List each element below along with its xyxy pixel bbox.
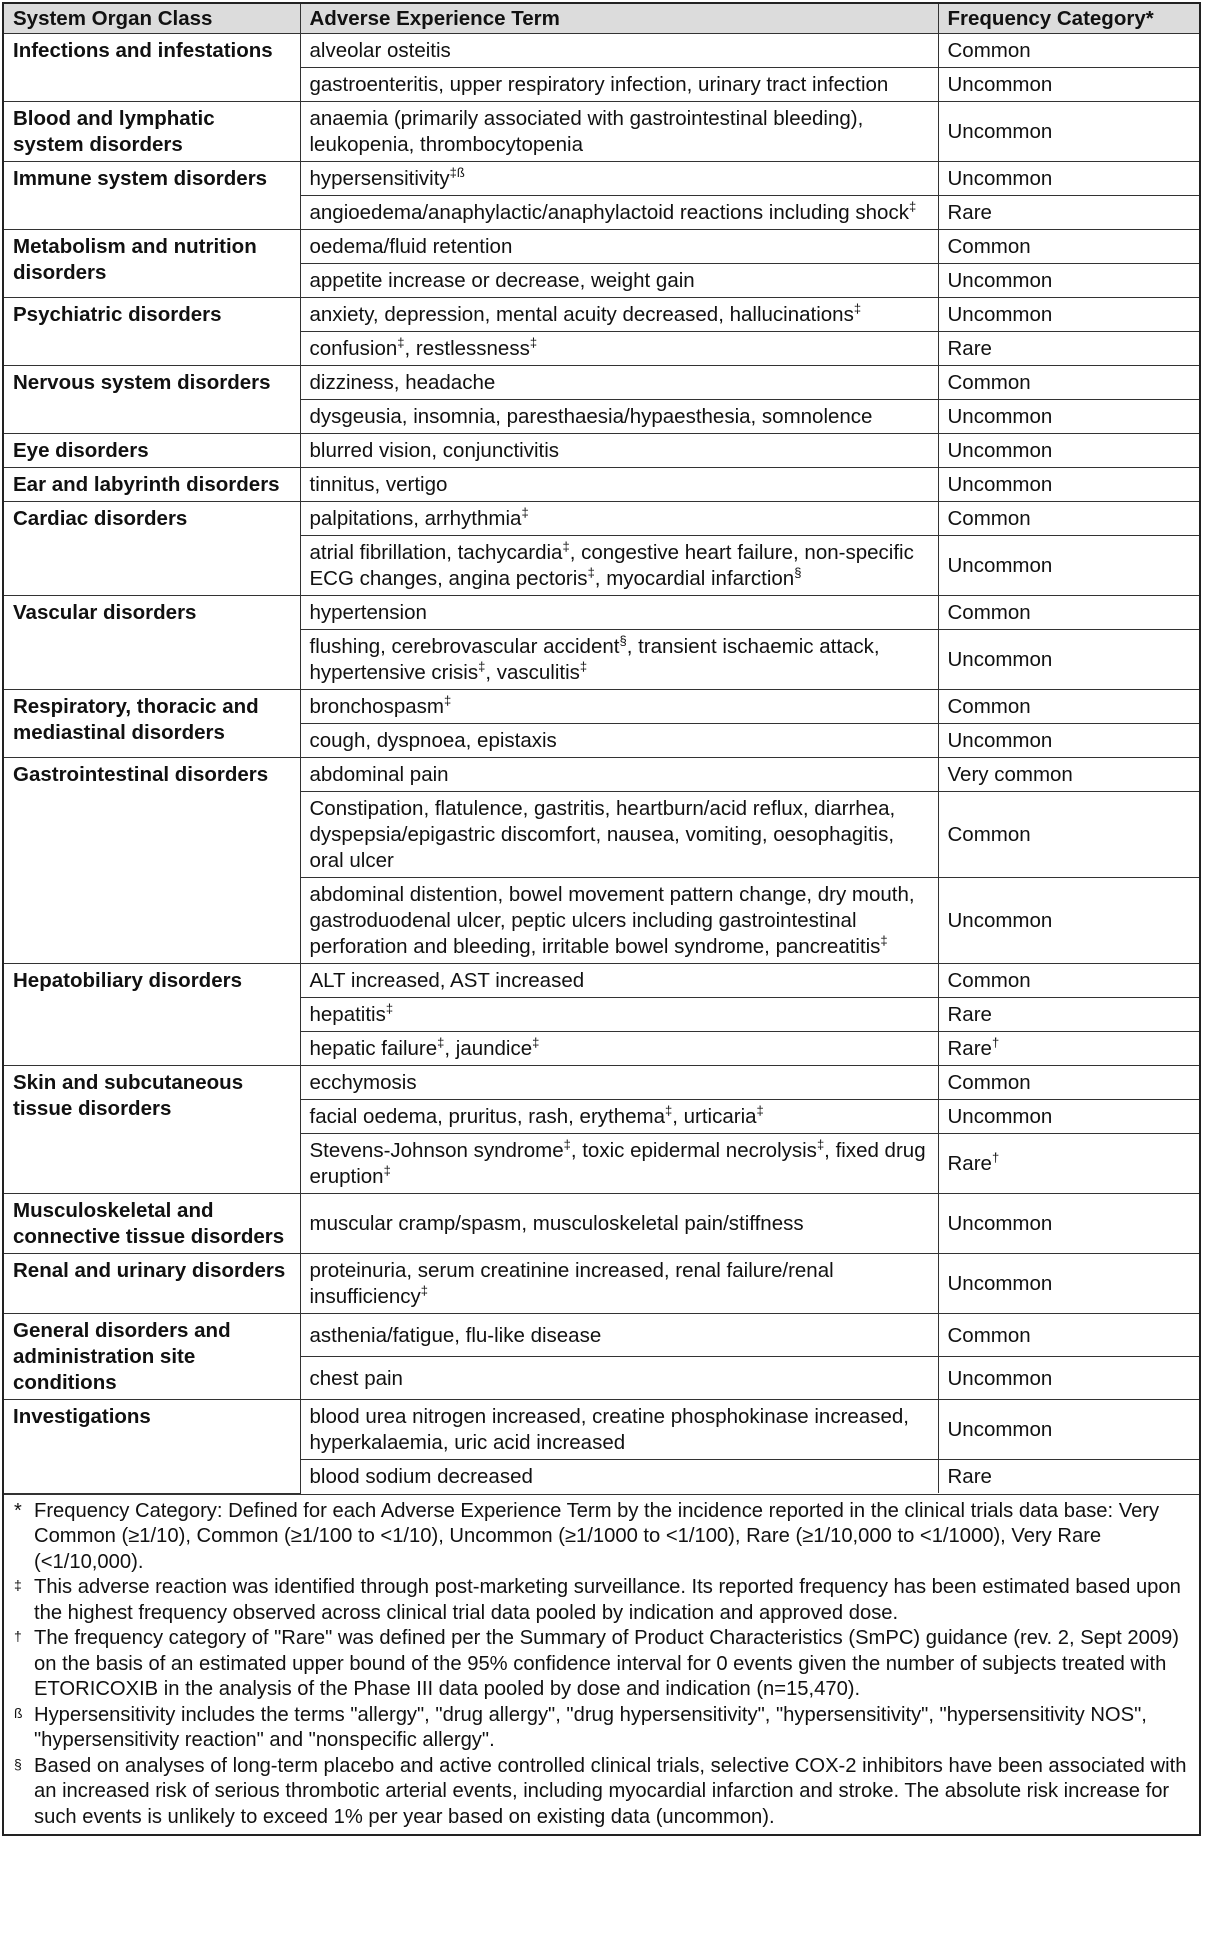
system-organ-class-cell: Cardiac disorders: [4, 502, 300, 596]
footnote-marker: ‡: [383, 1163, 391, 1179]
footnote-marker: ‡: [532, 1035, 540, 1051]
table-row: [4, 102, 1199, 162]
adverse-term-cell: proteinuria, serum creatinine increased, renal failure/renal insufficiency‡: [300, 1254, 938, 1314]
footnote-marker: ‡: [397, 335, 405, 351]
footnote-symbol: *: [14, 1499, 22, 1522]
footnote-marker: ‡: [579, 659, 588, 675]
system-organ-class-cell: Renal and urinary disorders: [4, 1254, 300, 1314]
adverse-term-cell: tinnitus, vertigo: [300, 468, 938, 502]
table-row: [4, 230, 1199, 264]
frequency-cell: Uncommon: [938, 724, 1199, 758]
adverse-term-cell: asthenia/fatigue, flu-like disease: [300, 1314, 938, 1357]
adverse-term-cell: abdominal distention, bowel movement pattern change, dry mouth, gastroduodenal ulcer, peptic ulcers including gastrointestinal perforation and bleeding, irritable bowel syndrome, pancreatitis‡: [300, 878, 938, 964]
system-organ-class-cell: General disorders and administration site conditions: [4, 1314, 300, 1400]
frequency-cell: Common: [938, 964, 1199, 998]
adverse-term-cell: chest pain: [300, 1357, 938, 1400]
footnote-marker: ‡: [816, 1137, 825, 1153]
system-organ-class-cell: Investigations: [4, 1400, 300, 1494]
adverse-term-cell: oedema/fluid retention: [300, 230, 938, 264]
footnotes: [4, 1494, 1199, 1835]
footnote-marker: ‡: [665, 1103, 673, 1119]
footnote-marker: ‡: [437, 1035, 445, 1051]
system-organ-class-cell: Blood and lymphatic system disorders: [4, 102, 300, 162]
adverse-reactions-document: [2, 2, 1201, 1836]
footnote-marker: †: [991, 1150, 1000, 1166]
adverse-term-cell: ALT increased, AST increased: [300, 964, 938, 998]
adverse-term-cell: hypersensitivity$^{\ddagger ß}$: [300, 162, 938, 196]
system-organ-class-cell: Eye disorders: [4, 434, 300, 468]
frequency-cell: Rare: [938, 1460, 1199, 1494]
footnote-text: This adverse reaction was identified through post-marketing surveillance. Its reported frequency has been estimated based upon the highest frequency observed across clinical trial data pooled by indication and approved dose.: [34, 1576, 1181, 1624]
footnote-marker: §: [619, 633, 627, 649]
adverse-term-cell: ecchymosis: [300, 1066, 938, 1100]
frequency-cell: Uncommon: [938, 536, 1199, 596]
table-row: [4, 596, 1199, 630]
footnote: [12, 1575, 1191, 1626]
adverse-term-cell: angioedema/anaphylactic/anaphylactoid reactions including shock‡: [300, 196, 938, 230]
table-row: [4, 758, 1199, 792]
table-row: [4, 690, 1199, 724]
header-row: [4, 4, 1199, 34]
adverse-term-cell: palpitations, arrhythmia‡: [300, 502, 938, 536]
adverse-term-cell: alveolar osteitis: [300, 34, 938, 68]
footnote-marker: ‡: [563, 1137, 571, 1153]
footnote-text: Based on analyses of long-term placebo and active controlled clinical trials, selective COX-2 inhibitors have been associated with an increased risk of serious thrombotic arterial events, including myocardial infarction and stroke. The absolute risk increase for such events is unlikely to exceed 1% per year based on existing data (uncommon).: [34, 1754, 1187, 1828]
footnote: [12, 1754, 1191, 1831]
footnote-marker: ‡: [562, 539, 570, 555]
system-organ-class-cell: Respiratory, thoracic and mediastinal disorders: [4, 690, 300, 758]
adverse-term-cell: Stevens-Johnson syndrome‡, toxic epidermal necrolysis‡, fixed drug eruption‡: [300, 1134, 938, 1194]
table-row: [4, 1254, 1199, 1314]
table-row: [4, 1194, 1199, 1254]
footnote: [12, 1703, 1191, 1754]
system-organ-class-cell: Skin and subcutaneous tissue disorders: [4, 1066, 300, 1194]
frequency-cell: Uncommon: [938, 1254, 1199, 1314]
system-organ-class-cell: Immune system disorders: [4, 162, 300, 230]
footnote-marker: ‡ß: [449, 165, 465, 181]
frequency-cell: Uncommon: [938, 878, 1199, 964]
table-row: [4, 1314, 1199, 1357]
adverse-term-cell: flushing, cerebrovascular accident§, transient ischaemic attack, hypertensive crisis‡, vasculitis‡: [300, 630, 938, 690]
system-organ-class-cell: Metabolism and nutrition disorders: [4, 230, 300, 298]
footnote-symbol: ‡: [14, 1577, 22, 1593]
footnote-symbol: ß: [14, 1704, 23, 1721]
frequency-cell: Rare†: [938, 1134, 1199, 1194]
table-row: [4, 34, 1199, 68]
adverse-term-cell: hepatitis‡: [300, 998, 938, 1032]
frequency-cell: Uncommon: [938, 400, 1199, 434]
frequency-cell: Uncommon: [938, 264, 1199, 298]
adverse-term-cell: Constipation, flatulence, gastritis, heartburn/acid reflux, diarrhea, dyspepsia/epigastric discomfort, nausea, vomiting, oesophagitis, oral ulcer: [300, 792, 938, 878]
adverse-term-cell: blood sodium decreased: [300, 1460, 938, 1494]
frequency-cell: Uncommon: [938, 1400, 1199, 1460]
footnote-symbol: †: [14, 1628, 22, 1644]
footnote-marker: ‡: [521, 505, 529, 521]
table-row: [4, 162, 1199, 196]
table-row: [4, 298, 1199, 332]
footnote: [12, 1499, 1191, 1576]
frequency-cell: Common: [938, 1066, 1199, 1100]
frequency-cell: Very common: [938, 758, 1199, 792]
table-row: [4, 366, 1199, 400]
frequency-cell: Common: [938, 502, 1199, 536]
footnote-text: Frequency Category: Defined for each Adverse Experience Term by the incidence reported in the clinical trials data base: Very Common (≥1/10), Common (≥1/100 to <1/10), Uncommon (≥1/1000 to <1/100), Rare (≥1/10,000 to <1/1000), Very Rare (<1/10,000).: [34, 1499, 1160, 1573]
header-system-organ-class: System Organ Class: [4, 4, 300, 34]
adverse-term-cell: blood urea nitrogen increased, creatine phosphokinase increased, hyperkalaemia, uric acid increased: [300, 1400, 938, 1460]
adverse-reactions-table: [4, 4, 1199, 1494]
footnote-marker: ‡: [478, 659, 486, 675]
frequency-cell: Uncommon: [938, 630, 1199, 690]
adverse-term-cell: appetite increase or decrease, weight gain: [300, 264, 938, 298]
adverse-term-cell: muscular cramp/spasm, musculoskeletal pain/stiffness: [300, 1194, 938, 1254]
system-organ-class-cell: Psychiatric disorders: [4, 298, 300, 366]
frequency-cell: Common: [938, 366, 1199, 400]
adverse-term-cell: abdominal pain: [300, 758, 938, 792]
adverse-term-cell: dizziness, headache: [300, 366, 938, 400]
footnote-marker: ‡: [853, 301, 862, 317]
adverse-term-cell: bronchospasm‡: [300, 690, 938, 724]
footnote-marker: ‡: [756, 1103, 764, 1119]
footnote-marker: ‡: [385, 1001, 394, 1017]
adverse-term-cell: hypertension: [300, 596, 938, 630]
adverse-term-cell: blurred vision, conjunctivitis: [300, 434, 938, 468]
frequency-cell: Common: [938, 1314, 1199, 1357]
frequency-cell: Uncommon: [938, 68, 1199, 102]
frequency-cell: Rare: [938, 332, 1199, 366]
frequency-cell: Rare†: [938, 1032, 1199, 1066]
system-organ-class-cell: Gastrointestinal disorders: [4, 758, 300, 964]
frequency-cell: Common: [938, 34, 1199, 68]
frequency-cell: Common: [938, 792, 1199, 878]
header-adverse-experience-term: Adverse Experience Term: [300, 4, 938, 34]
adverse-term-cell: atrial fibrillation, tachycardia‡, congestive heart failure, non-specific ECG changes, angina pectoris‡, myocardial infarction§: [300, 536, 938, 596]
table-body: [4, 34, 1199, 1494]
footnote-text: Hypersensitivity includes the terms "allergy", "drug allergy", "drug hypersensitivity", "hypersensitivity", "hypersensitivity NOS", "hypersensitivity reaction" and "nonspecific allergy".: [34, 1703, 1147, 1751]
frequency-cell: Uncommon: [938, 162, 1199, 196]
footnote-marker: §: [794, 565, 802, 581]
system-organ-class-cell: Infections and infestations: [4, 34, 300, 102]
table-row: [4, 434, 1199, 468]
frequency-cell: Common: [938, 596, 1199, 630]
system-organ-class-cell: Hepatobiliary disorders: [4, 964, 300, 1066]
system-organ-class-cell: Ear and labyrinth disorders: [4, 468, 300, 502]
frequency-cell: Uncommon: [938, 1357, 1199, 1400]
frequency-cell: Rare: [938, 196, 1199, 230]
footnote-marker: ‡: [587, 565, 595, 581]
footnote-text: The frequency category of "Rare" was defined per the Summary of Product Characteristics (SmPC) guidance (rev. 2, Sept 2009) on the basis of an estimated upper bound of the 95% confidence interval for 0 events given the number of subjects treated with ETORICOXIB in the analysis of the Phase III data pooled by dose and indication (n=15,470).: [34, 1627, 1179, 1700]
frequency-cell: Common: [938, 230, 1199, 264]
adverse-term-cell: gastroenteritis, upper respiratory infection, urinary tract infection: [300, 68, 938, 102]
adverse-term-cell: anxiety, depression, mental acuity decreased, hallucinations‡: [300, 298, 938, 332]
frequency-cell: Uncommon: [938, 102, 1199, 162]
frequency-cell: Uncommon: [938, 468, 1199, 502]
frequency-cell: Uncommon: [938, 434, 1199, 468]
table-row: [4, 964, 1199, 998]
footnote: [12, 1626, 1191, 1703]
table-row: [4, 502, 1199, 536]
footnote-marker: ‡: [529, 335, 538, 351]
footnote-marker: ‡: [420, 1283, 429, 1299]
footnote-marker: ‡: [908, 199, 917, 215]
table-row: [4, 468, 1199, 502]
footnote-symbol: §: [14, 1755, 22, 1772]
table-row: [4, 1400, 1199, 1460]
adverse-term-cell: cough, dyspnoea, epistaxis: [300, 724, 938, 758]
adverse-term-cell: facial oedema, pruritus, rash, erythema‡, urticaria‡: [300, 1100, 938, 1134]
system-organ-class-cell: Musculoskeletal and connective tissue disorders: [4, 1194, 300, 1254]
frequency-cell: Uncommon: [938, 1100, 1199, 1134]
frequency-cell: Uncommon: [938, 1194, 1199, 1254]
table-row: [4, 1066, 1199, 1100]
footnote-marker: †: [991, 1035, 1000, 1051]
footnote-marker: ‡: [880, 933, 888, 949]
adverse-term-cell: hepatic failure‡, jaundice‡: [300, 1032, 938, 1066]
header-frequency-category: Frequency Category*: [938, 4, 1199, 34]
frequency-cell: Rare: [938, 998, 1199, 1032]
adverse-term-cell: dysgeusia, insomnia, paresthaesia/hypaesthesia, somnolence: [300, 400, 938, 434]
frequency-cell: Common: [938, 690, 1199, 724]
adverse-term-cell: anaemia (primarily associated with gastrointestinal bleeding), leukopenia, thrombocytopenia: [300, 102, 938, 162]
adverse-term-cell: confusion‡, restlessness‡: [300, 332, 938, 366]
footnote-marker: ‡: [443, 693, 452, 709]
system-organ-class-cell: Nervous system disorders: [4, 366, 300, 434]
system-organ-class-cell: Vascular disorders: [4, 596, 300, 690]
frequency-cell: Uncommon: [938, 298, 1199, 332]
